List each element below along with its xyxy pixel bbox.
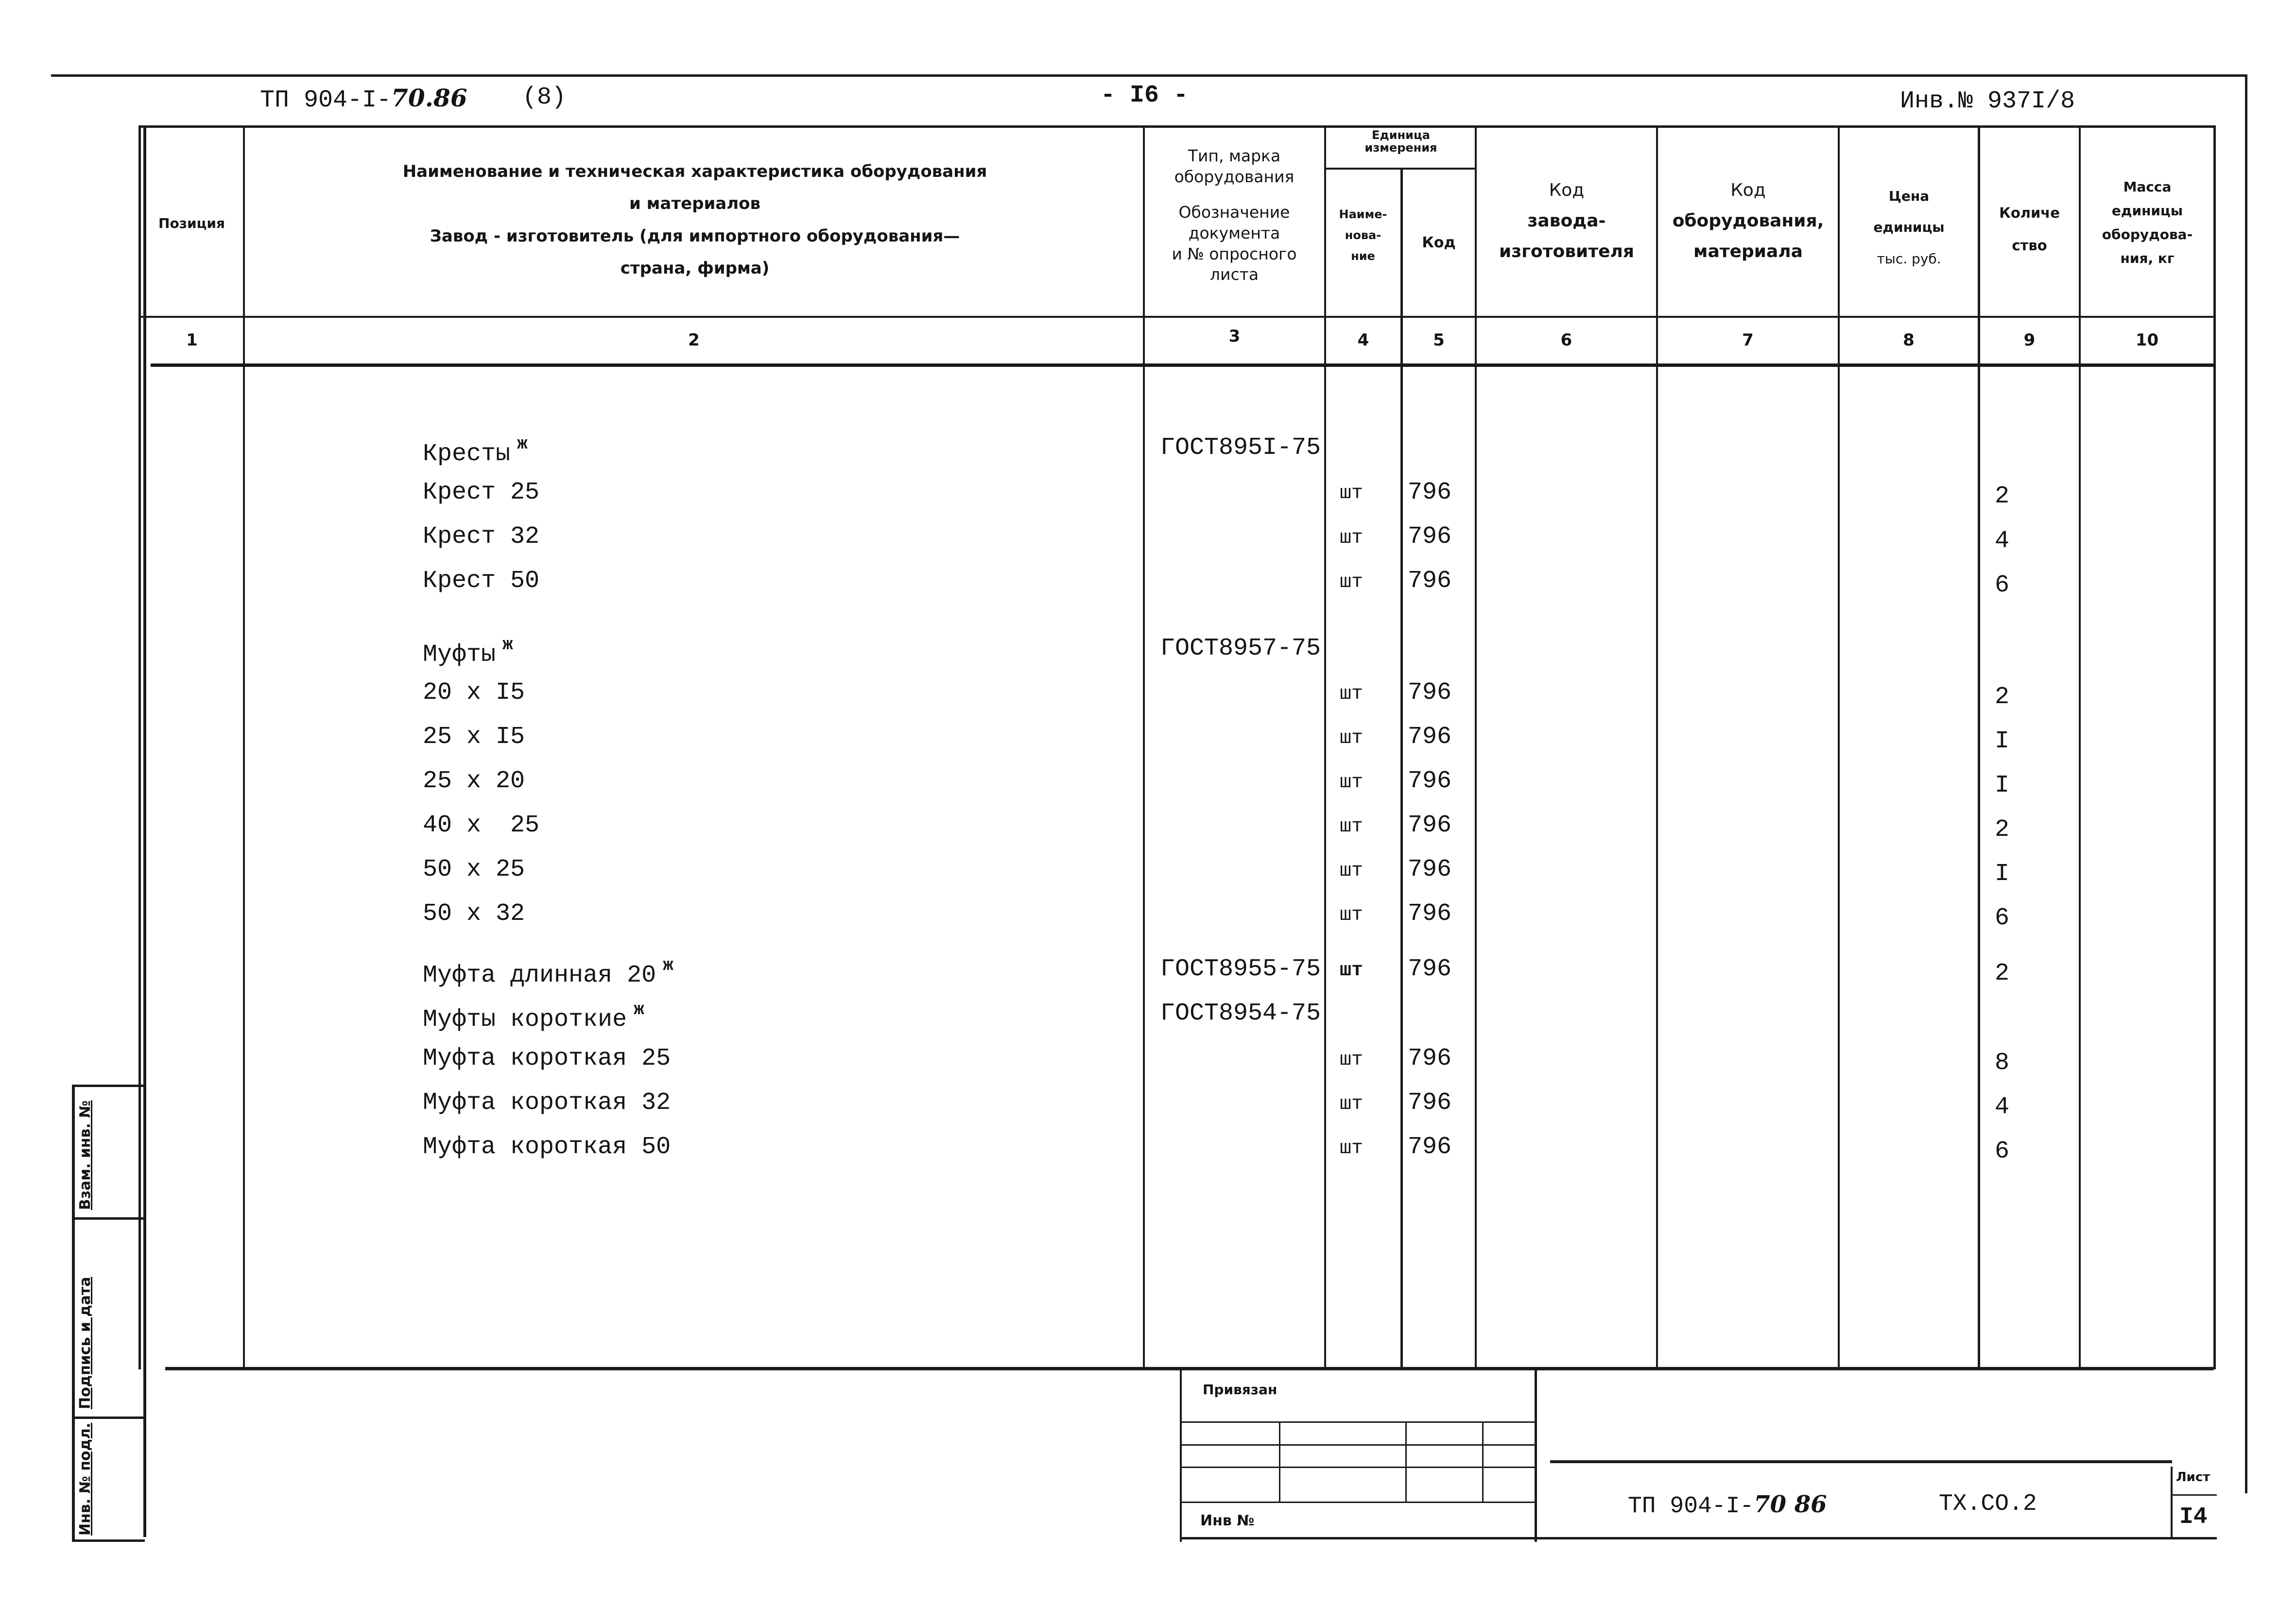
col-qty-l1: Количе [1999, 205, 2060, 221]
row-qty: I [1995, 860, 2010, 888]
inventory-label: Инв.№ [1900, 87, 1973, 115]
col-name-header-l4: страна, фирма) [620, 258, 770, 278]
row-unit: шт [1340, 1093, 1364, 1115]
row-name: Муфта короткая 50 [423, 1133, 671, 1161]
row-code: 796 [1408, 856, 1452, 883]
col-name-header-l2: и материалов [629, 194, 761, 214]
row-name: 50 х 25 [423, 856, 525, 883]
col-type-l2: оборудования [1174, 167, 1295, 186]
row-name: Крест 25 [423, 479, 540, 506]
col-sep-5 [1475, 125, 1477, 1369]
footnote-star: ж [517, 434, 528, 454]
side-inner-line [72, 1085, 75, 1541]
col-sep-1 [243, 125, 245, 1369]
col-unitcode-header: Код [1422, 234, 1456, 251]
row-code: 796 [1408, 679, 1452, 707]
row-qty: 6 [1995, 1138, 2010, 1165]
row-unit: шт [1340, 1138, 1364, 1159]
row-code: 796 [1408, 1089, 1452, 1117]
col-type-l3: Обозначение [1178, 202, 1290, 222]
col-type-l6: листа [1209, 265, 1259, 284]
row-doc: ГОСТ8954-75 [1160, 1000, 1321, 1027]
sheet-number: I4 [2179, 1504, 2208, 1530]
col-unitname-header [1326, 204, 1400, 267]
header-number-line [138, 316, 2216, 318]
row-doc: ГОСТ895I-75 [1160, 434, 1321, 462]
table-left-line [138, 125, 141, 1369]
right-frame-line [2245, 74, 2247, 1493]
row-unit: шт [1340, 816, 1364, 838]
footnote-star: ж [634, 1000, 644, 1019]
col-price-l2: единицы [1873, 219, 1945, 236]
col-name-header-l1: Наименование и техническая характеристика оборудования [402, 162, 987, 181]
title-code-handwritten: 70 86 [1754, 1491, 1827, 1518]
col-name-header-l3: Завод - изготовитель (для импортного оборудования— [430, 226, 960, 246]
col-factory-code-header [1477, 175, 1656, 267]
row-unit: шт [1340, 1049, 1364, 1071]
row-doc: ГОСТ8955-75 [1160, 955, 1321, 983]
col-sep-3 [1324, 125, 1326, 1369]
row-name: Муфты короткие $^ж$ [423, 1000, 644, 1034]
col-number-5: 5 [1433, 330, 1445, 350]
col-sep-9 [2079, 125, 2081, 1369]
row-unit: шт [1340, 772, 1364, 794]
row-code: 796 [1408, 767, 1452, 795]
row-unit: шт [1340, 483, 1364, 504]
col-number-7: 7 [1742, 330, 1754, 350]
row-code: 796 [1408, 812, 1452, 839]
col-qty-l2: ство [2012, 237, 2047, 254]
title-block-suffix: ТХ.СО.2 [1939, 1491, 2037, 1517]
row-qty: 2 [1995, 960, 2010, 987]
col-number-4: 4 [1357, 330, 1369, 350]
col-sep-7 [1838, 125, 1840, 1369]
col-factory-l1: Код [1549, 180, 1585, 200]
top-frame-line [51, 74, 2247, 77]
side-outer-line [143, 125, 146, 1537]
row-qty: I [1995, 772, 2010, 799]
side-h-1 [72, 1085, 145, 1087]
row-name: Кресты $^ж$ [423, 434, 528, 468]
row-code: 796 [1408, 900, 1452, 928]
side-h-4 [72, 1539, 145, 1542]
footnote-star: ж [663, 955, 673, 975]
side-h-3 [72, 1417, 145, 1419]
title-block-line [1550, 1460, 2172, 1463]
side-h-2 [72, 1217, 145, 1220]
title-code-prefix: ТП 904-I- [1628, 1493, 1754, 1520]
row-name: 20 х I5 [423, 679, 525, 707]
col-unit-l1: Единица [1372, 128, 1430, 142]
side-label-podpis: Подпись и дата [77, 1277, 94, 1409]
row-name: 25 х I5 [423, 723, 525, 751]
row-unit: шт [1340, 727, 1364, 749]
col-factory-l2: завода- [1527, 211, 1606, 231]
row-unit: шт [1340, 527, 1364, 549]
side-label-invpodl: Инв. № подл. [77, 1422, 94, 1536]
sheet-box-left [2171, 1467, 2173, 1539]
col-mass-l1: Масса [2123, 179, 2172, 195]
col-type-l4: документа [1188, 223, 1280, 242]
col-unit-l2: измерения [1364, 141, 1437, 155]
row-code: 796 [1408, 479, 1452, 506]
sheet-label: Лист [2176, 1470, 2210, 1485]
row-name: 40 х 25 [423, 812, 540, 839]
col-price-header [1840, 181, 1978, 275]
row-code: 796 [1408, 1133, 1452, 1161]
row-qty: 2 [1995, 683, 2010, 711]
footnote-star: ж [502, 635, 513, 655]
row-qty: 8 [1995, 1049, 2010, 1077]
inventory-value: 937I/8 [1987, 87, 2075, 115]
row-name: Муфта длинная 20 $^ж$ [423, 955, 673, 989]
row-name: 50 х 32 [423, 900, 525, 928]
row-code: 796 [1408, 1045, 1452, 1072]
col-sep-2 [1143, 125, 1145, 1369]
unit-header-line [1324, 168, 1477, 170]
row-unit: шт [1340, 683, 1364, 705]
row-name: 25 х 20 [423, 767, 525, 795]
row-name: Крест 50 [423, 567, 540, 595]
row-name: Муфта короткая 32 [423, 1089, 671, 1117]
col-position-header: Позиция [158, 215, 225, 231]
stamp-inv-label: Инв № [1200, 1512, 1255, 1529]
col-type-header [1145, 146, 1323, 285]
row-qty: 4 [1995, 527, 2010, 555]
sheet-box-mid [2171, 1494, 2217, 1496]
stamp-mid-line [1535, 1367, 1537, 1542]
col-number-2: 2 [688, 330, 700, 350]
doc-code [260, 84, 467, 114]
col-number-8: 8 [1903, 330, 1915, 350]
table-bottom-line [165, 1367, 2213, 1370]
col-number-3: 3 [1228, 327, 1241, 346]
inventory-number [1900, 87, 2075, 115]
stamp-col-2 [1405, 1421, 1407, 1502]
row-unit: шт [1340, 571, 1364, 593]
row-name: Муфты $^ж$ [423, 635, 513, 669]
col-mass-l2: единицы [2111, 203, 2183, 219]
row-qty: 2 [1995, 483, 2010, 510]
col-type-l1: Тип, марка [1188, 146, 1281, 165]
col-equipment-code-header [1658, 175, 1838, 267]
col-number-10: 10 [2135, 330, 2159, 350]
col-unitname-l2: нова- [1345, 228, 1381, 242]
col-unit-header [1326, 129, 1476, 155]
title-block-code [1628, 1491, 1827, 1520]
stamp-bottom-line [1182, 1537, 2217, 1539]
stamp-col-1 [1279, 1421, 1280, 1502]
row-doc: ГОСТ8957-75 [1160, 635, 1321, 662]
row-code: 796 [1408, 723, 1452, 751]
col-mass-l4: ния, кг [2120, 250, 2175, 266]
col-qty-header [1980, 197, 2079, 261]
col-sep-6 [1656, 125, 1658, 1369]
col-number-1: 1 [186, 330, 198, 350]
col-number-6: 6 [1560, 330, 1572, 350]
col-equip-l2: оборудования, [1672, 211, 1824, 231]
stamp-privyazan-label: Привязан [1203, 1382, 1277, 1398]
row-name: Крест 32 [423, 523, 540, 551]
col-sep-8 [1978, 125, 1980, 1369]
col-name-header [248, 156, 1142, 284]
col-factory-l3: изготовителя [1499, 242, 1635, 261]
stamp-row-4 [1182, 1502, 1535, 1503]
row-qty: 6 [1995, 571, 2010, 599]
col-mass-header [2081, 175, 2213, 270]
row-code: 796 [1408, 955, 1452, 983]
row-code: 796 [1408, 567, 1452, 595]
stamp-left-line [1180, 1367, 1182, 1542]
side-label-vzam: Взам. инв. № [77, 1100, 94, 1210]
row-code: 796 [1408, 523, 1452, 551]
row-unit: шт [1340, 960, 1364, 982]
col-equip-l3: материала [1693, 242, 1803, 261]
row-unit: шт [1340, 904, 1364, 926]
col-unitname-l1: Наиме- [1339, 207, 1387, 221]
page-number: - I6 - [1101, 82, 1189, 109]
row-qty: 4 [1995, 1093, 2010, 1121]
col-equip-l1: Код [1730, 180, 1766, 200]
row-qty: 2 [1995, 816, 2010, 844]
stamp-col-3 [1482, 1421, 1484, 1502]
row-unit: шт [1340, 860, 1364, 882]
row-name: Муфта короткая 25 [423, 1045, 671, 1072]
row-qty: I [1995, 727, 2010, 755]
col-price-l1: Цена [1888, 188, 1930, 204]
col-unitname-l3: ние [1351, 249, 1375, 263]
col-number-9: 9 [2023, 330, 2036, 350]
col-type-l5: и № опросного [1172, 244, 1297, 263]
header-bottom-line [151, 363, 2216, 367]
table-right-line [2213, 125, 2216, 1369]
table-top-line [138, 125, 2216, 128]
col-price-l3: тыс. руб. [1877, 250, 1941, 267]
col-mass-l3: оборудова- [2102, 226, 2193, 242]
doc-code-prefix: ТП 904-I- [260, 86, 392, 114]
doc-part: (8) [522, 84, 567, 111]
row-qty: 6 [1995, 904, 2010, 932]
doc-code-handwritten: 70.86 [391, 84, 467, 112]
